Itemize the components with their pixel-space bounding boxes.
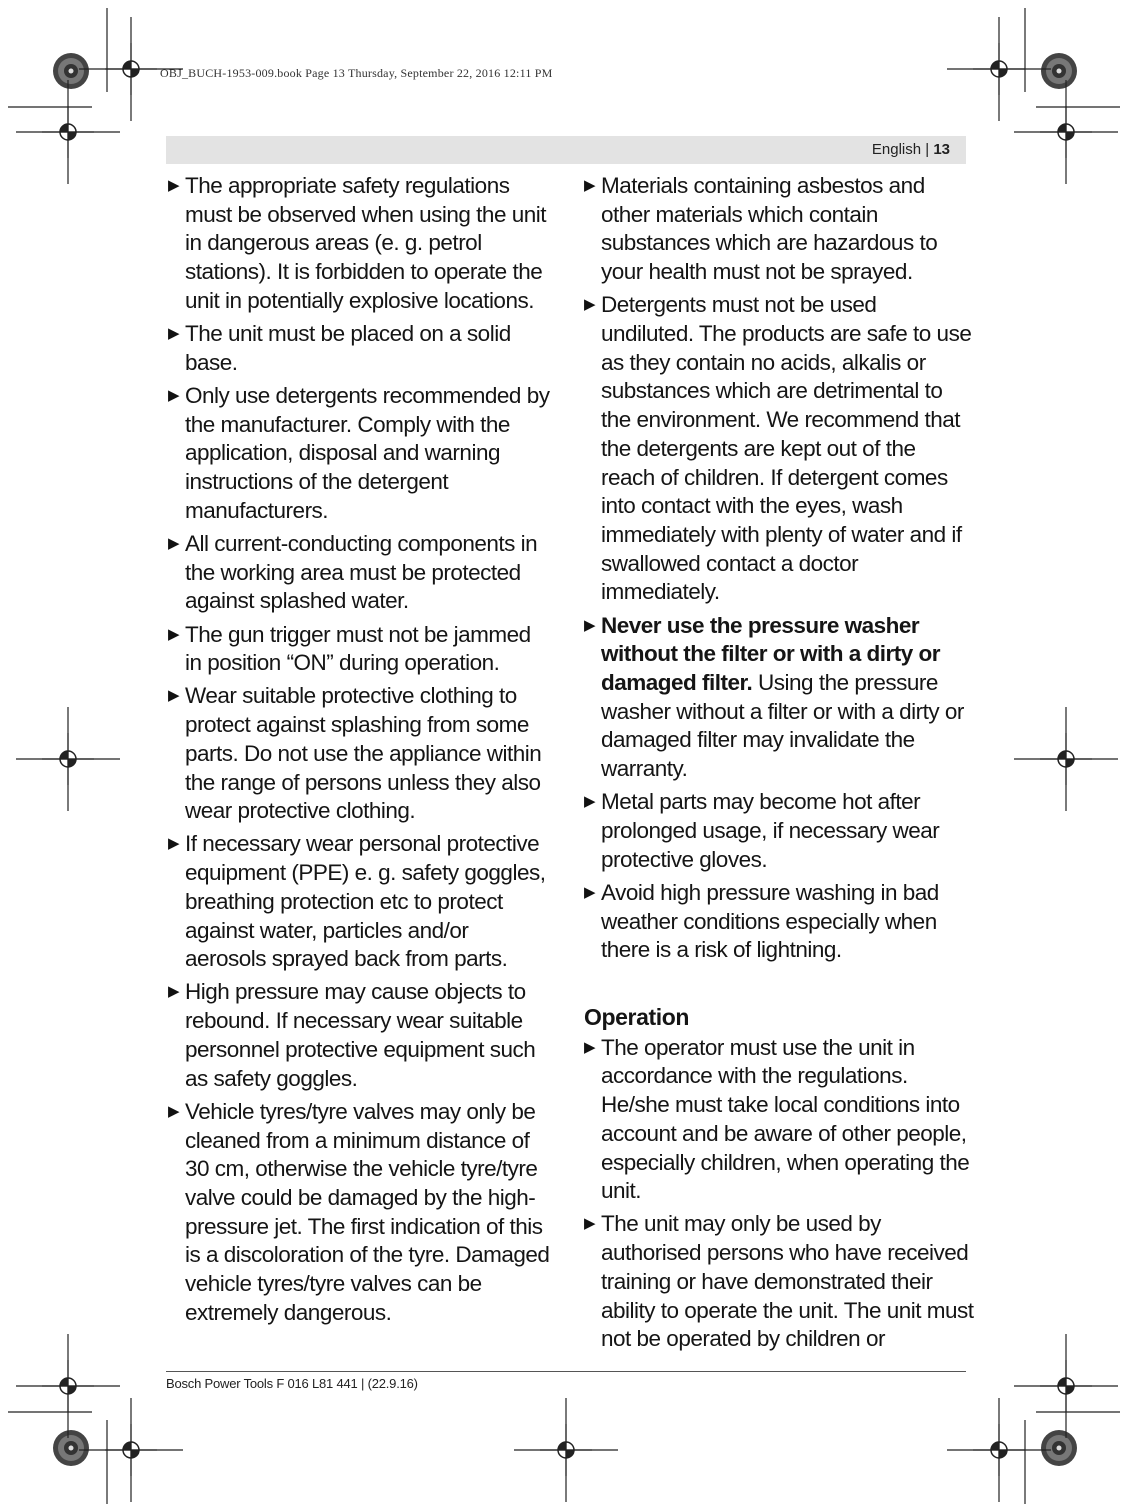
safety-item [584,291,974,607]
safety-item-text: Vehicle tyres/tyre valves may only be cleaned from a minimum distance of 30 cm, otherwise the vehicle tyre/tyre valve could be damaged by the high-pressure jet. The first indication of this is a discoloration of the tyre. Damaged vehicle tyres/tyre valves can be extremely dangerous. [185,1098,550,1325]
page-header-bar [166,136,966,164]
page-footer: Bosch Power Tools F 016 L81 441 | (22.9.16) [166,1376,418,1391]
operation-item [584,1034,974,1091]
safety-item-text: Detergents must not be used undiluted. The products are safe to use as they contain no acids, alkalis or substances which are detrimental to the environment. We recommend that the detergents are kept out of the reach of children. If detergent comes into contact with the eyes, wash immediately with plenty of water and if swallowed contact a doctor immediately. [601,292,972,605]
page-header [872,141,950,158]
safety-item [168,320,552,377]
safety-item-text: Wear suitable protective clothing to protect against splashing from some parts. Do not use the appliance within the range of persons unless they also wear protective clothing. [185,683,542,824]
safety-item-text: Avoid high pressure washing in bad weather conditions especially when there is a risk of lightning. [601,879,939,963]
safety-item [168,530,552,616]
safety-item [168,682,552,826]
safety-item-text: Only use detergents recommended by the manufacturer. Comply with the application, disposal and warning instructions of the detergent manufacturers. [185,382,550,523]
safety-item [168,830,552,974]
left-column [168,172,552,1332]
safety-item [584,172,974,287]
safety-item-filter-warning [584,612,974,784]
bullet-icon: ▶ [584,883,596,901]
operation-item [584,1210,974,1354]
footer-rule [166,1371,966,1372]
filter-warning-text: Using the pressure washer without a filter or with a dirty or damaged filter may invalidate the warranty. [601,669,964,782]
bullet-icon: ▶ [584,177,596,194]
bullet-icon: ▶ [168,687,180,705]
safety-item [168,1098,552,1328]
safety-item [168,621,552,678]
header-separator: | [921,141,934,158]
safety-item [168,382,552,526]
section-heading-operation: Operation [584,1003,690,1030]
bullet-icon: ▶ [584,296,596,314]
safety-item [168,978,552,1093]
bullet-icon: ▶ [168,983,180,1001]
safety-item [584,788,974,874]
safety-item-text: The gun trigger must not be jammed in position “ON” during operation. [185,621,531,676]
bullet-icon: ▶ [168,534,180,552]
print-slug-line: OBJ_BUCH-1953-009.book Page 13 Thursday, September 22, 2016 12:11 PM [160,66,553,80]
operation-item-text: The operator must use the unit in accordance with the regulations. [601,1034,915,1089]
bullet-icon: ▶ [168,625,180,643]
right-column [584,172,974,1358]
page-number: 13 [933,141,950,158]
safety-item-text: Metal parts may become hot after prolonged usage, if necessary wear protective gloves. [601,789,940,872]
safety-item-text: Materials containing asbestos and other materials which contain substances which are hazardous to your health must not be sprayed. [601,173,938,285]
bullet-icon: ▶ [168,325,180,343]
safety-item-text: If necessary wear personal protective equipment (PPE) e. g. safety goggles, breathing protection etc to protect against water, particles and/or aerosols sprayed back from parts. [185,831,546,972]
safety-item-text: All current-conducting components in the working area must be protected against splashed water. [185,530,538,614]
bullet-icon: ▶ [168,835,180,853]
bullet-icon: ▶ [168,1102,180,1120]
bullet-icon: ▶ [584,1215,596,1233]
bullet-icon: ▶ [168,386,180,404]
operation-item-text: He/she must take local conditions into account and be aware of other people, especially children, when operating the unit. [601,1092,970,1204]
bullet-icon: ▶ [168,177,180,194]
safety-item-text: High pressure may cause objects to rebound. If necessary wear suitable personnel protective equipment such as safety goggles. [185,979,536,1091]
safety-item [584,879,974,965]
operation-item-text: The unit may only be used by authorised persons who have received training or have demonstrated their ability to operate the unit. The unit must not be operated by children or [601,1211,974,1352]
bullet-icon: ▶ [584,616,596,634]
header-language: English [871,141,922,158]
operation-item-continuation [584,1091,974,1206]
safety-item-text: The appropriate safety regulations must be observed when using the unit in dangerous areas (e. g. petrol stations). It is forbidden to operate the unit in potentially explosive locations. [185,173,546,313]
bullet-icon: ▶ [584,793,596,811]
safety-item-text: The unit must be placed on a solid base. [185,321,511,375]
bullet-icon: ▶ [584,1038,596,1056]
filter-warning-bold: Never use the pressure washer without the filter or with a dirty or damaged filter. [601,612,940,695]
safety-item [168,172,552,316]
